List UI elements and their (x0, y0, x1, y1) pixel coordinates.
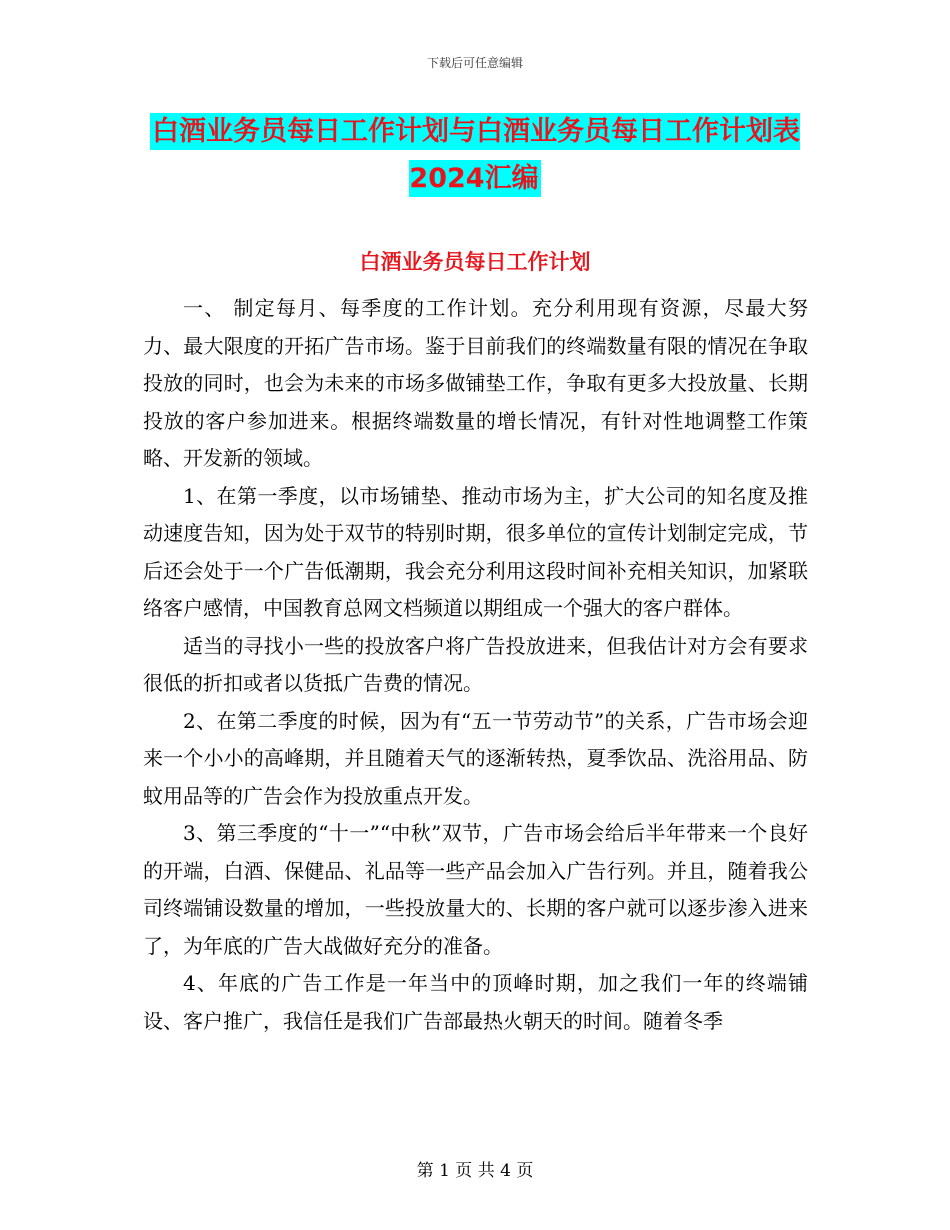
paragraph: 适当的寻找小一些的投放客户将广告投放进来，但我估计对方会有要求很低的折扣或者以货抵广告费的情况。 (143, 633, 808, 695)
document-title: 白酒业务员每日工作计划与白酒业务员每日工作计划表2024汇编 (150, 113, 800, 197)
paragraph: 4、年底的广告工作是一年当中的顶峰时期，加之我们一年的终端铺设、客户推广，我信任是我们广告部最热火朝天的时间。随着冬季 (143, 971, 808, 1033)
page-number-footer: 第 1 页 共 4 页 (416, 1161, 534, 1181)
section-subtitle: 白酒业务员每日工作计划 (359, 250, 591, 274)
paragraph: 2、在第二季度的时候，因为有“五一节劳动节”的关系，广告市场会迎来一个小小的高峰期，并且随着天气的逐渐转热，夏季饮品、洗浴用品、防蚊用品等的广告会作为投放重点开发。 (143, 708, 808, 808)
paragraph: 1、在第一季度，以市场铺垫、推动市场为主，扩大公司的知名度及推动速度告知，因为处于双节的特别时期，很多单位的宣传计划制定完成，节后还会处于一个广告低潮期，我会充分利用这段时间补充相关知识，加紧联络客户感情，中国教育总网文档频道以期组成一个强大的客户群体。 (143, 483, 808, 620)
paragraph: 3、第三季度的“十一”“中秋”双节，广告市场会给后半年带来一个良好的开端，白酒、保健品、礼品等一些产品会加入广告行列。并且，随着我公司终端铺设数量的增加，一些投放量大的、长期的客户就可以逐步渗入进来了，为年底的广告大战做好充分的准备。 (143, 821, 808, 958)
paragraph: 一、 制定每月、每季度的工作计划。充分利用现有资源，尽最大努力、最大限度的开拓广告市场。鉴于目前我们的终端数量有限的情况在争取投放的同时，也会为未来的市场多做铺垫工作，争取有更多大投放量、长期投放的客户参加进来。根据终端数量的增长情况，有针对性地调整工作策略、开发新的领域。 (143, 296, 808, 470)
document-title-block (140, 108, 810, 202)
document-body (143, 290, 808, 1040)
header-note: 下载后可任意编辑 (426, 56, 523, 70)
